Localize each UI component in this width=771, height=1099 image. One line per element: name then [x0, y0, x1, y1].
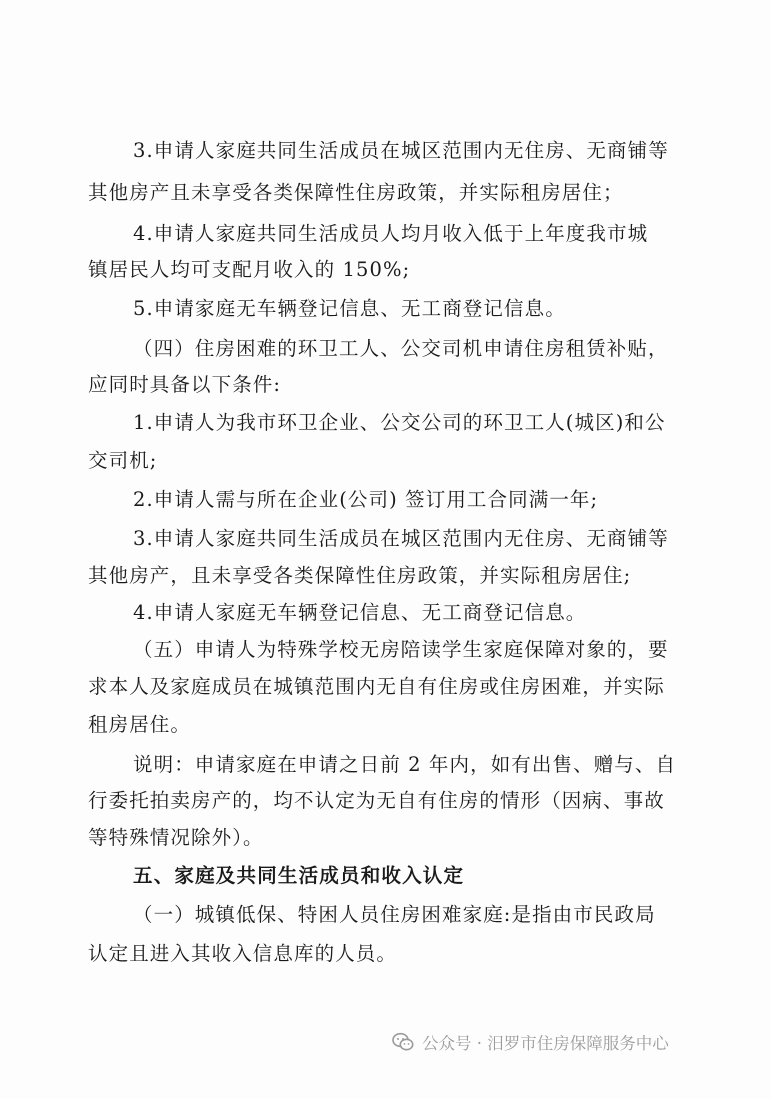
text-line: 等特殊情况除外）。	[88, 826, 264, 849]
text-line: 其他房产且未享受各类保障性住房政策，并实际租房居住；	[88, 181, 624, 204]
text-line: （一）城镇低保、特困人员住房困难家庭:是指由市民政局	[133, 903, 656, 926]
wechat-icon	[392, 1032, 414, 1052]
text-line: 交司机;	[88, 449, 158, 472]
text-line: 3.申请人家庭共同生活成员在城区范围内无住房、无商铺等	[133, 527, 669, 550]
text-line: 4.申请人家庭共同生活成员人均月收入低于上年度我市城	[133, 222, 649, 245]
text-line: 镇居民人均可支配月收入的 150%;	[88, 258, 411, 281]
text-line: 应同时具备以下条件:	[88, 373, 282, 396]
text-line: 行委托拍卖房产的，均不认定为无自有住房的情形（因病、事故	[88, 789, 665, 812]
watermark-text: 公众号 · 汨罗市住房保障服务中心	[422, 1034, 669, 1053]
text-line: 1.申请人为我市环卫企业、公交公司的环卫工人(城区)和公	[133, 411, 666, 434]
text-line: （四）住房困难的环卫工人、公交司机申请住房租赁补贴，	[133, 337, 669, 360]
text-line: （五）申请人为特殊学校无房陪读学生家庭保障对象的，要	[133, 638, 669, 661]
text-line: 租房居住。	[88, 713, 192, 736]
section-heading: 五、家庭及共同生活成员和收入认定	[133, 864, 465, 887]
text-line: 5.申请家庭无车辆登记信息、无工商登记信息。	[133, 297, 566, 320]
text-line: 2.申请人需与所在企业(公司) 签订用工合同满一年;	[133, 488, 599, 511]
text-line: 4.申请人家庭无车辆登记信息、无工商登记信息。	[133, 601, 587, 624]
text-line: 其他房产，且未享受各类保障性住房政策，并实际租房居住;	[88, 564, 632, 587]
text-line: 说明：申请家庭在申请之日前 2 年内，如有出售、赠与、自	[133, 753, 677, 776]
text-line: 求本人及家庭成员在城镇范围内无自有住房或住房困难，并实际	[88, 675, 665, 698]
text-line: 3.申请人家庭共同生活成员在城区范围内无住房、无商铺等	[133, 139, 669, 162]
watermark	[392, 1028, 669, 1056]
text-line: 认定且进入其收入信息库的人员。	[88, 942, 398, 965]
